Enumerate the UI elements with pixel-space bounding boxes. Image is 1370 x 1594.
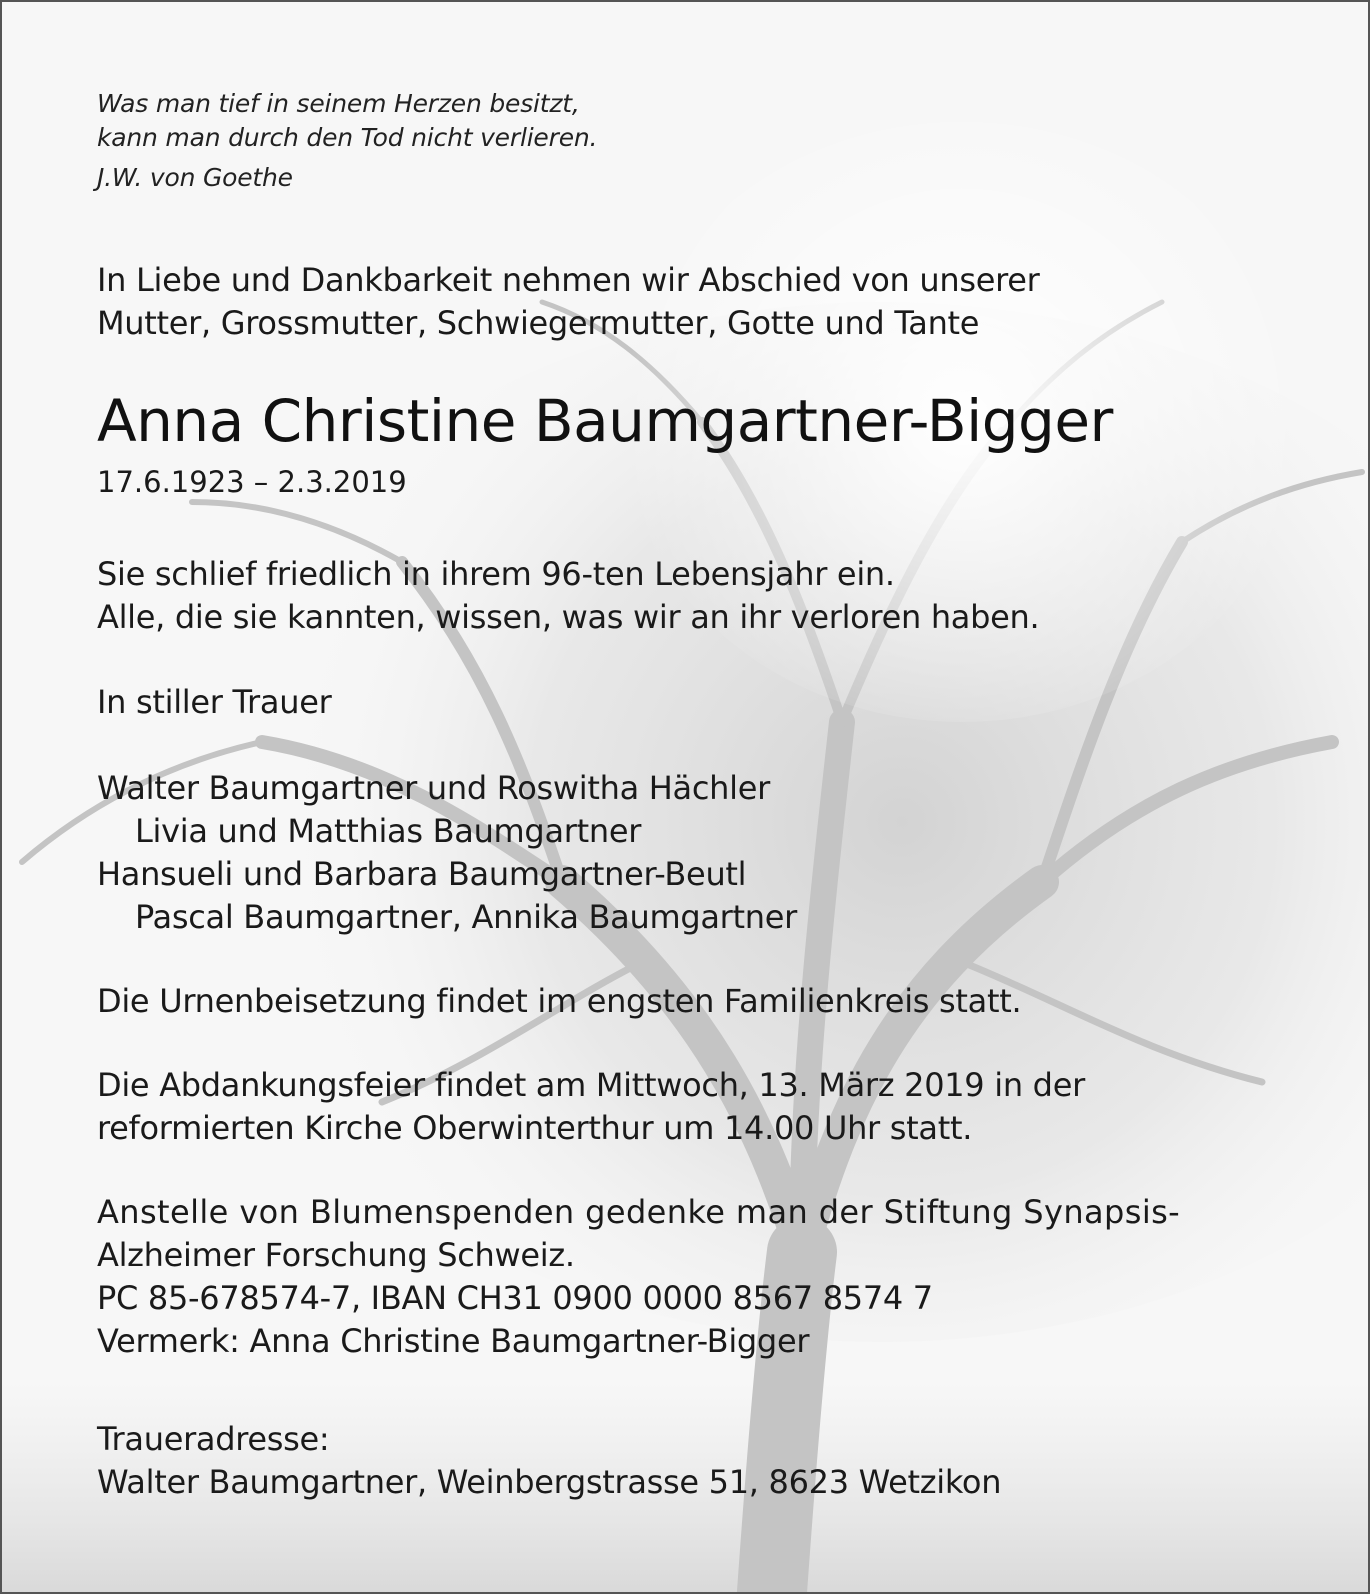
donation-line: Alzheimer Forschung Schweiz. xyxy=(97,1236,575,1274)
mourning-label: In stiller Trauer xyxy=(97,683,332,721)
donation-line: Anstelle von Blumenspenden gedenke man der Stiftung Synapsis- xyxy=(97,1193,1181,1231)
passing-line: Sie schlief friedlich in ihrem 96-ten Lebensjahr ein. xyxy=(97,555,895,593)
donation-text xyxy=(97,1191,1180,1363)
ceremony-line: reformierten Kirche Oberwinterthur um 14.00 Uhr statt. xyxy=(97,1109,973,1147)
intro-line: In Liebe und Dankbarkeit nehmen wir Abschied von unserer xyxy=(97,261,1040,299)
motto-author: J.W. von Goethe xyxy=(97,163,293,192)
mourner-line: Livia und Matthias Baumgartner xyxy=(135,812,642,850)
mourning-address xyxy=(97,1418,1001,1504)
mourner-line: Walter Baumgartner und Roswitha Hächler xyxy=(97,769,770,807)
passing-text xyxy=(97,553,1039,639)
motto-line: kann man durch den Tod nicht verlieren. xyxy=(97,123,598,152)
deceased-name: Anna Christine Baumgartner-Bigger xyxy=(97,387,1113,455)
address-value: Walter Baumgartner, Weinbergstrasse 51, 8623 Wetzikon xyxy=(97,1463,1002,1501)
mourner-line: Pascal Baumgartner, Annika Baumgartner xyxy=(135,898,797,936)
life-dates: 17.6.1923 – 2.3.2019 xyxy=(97,465,407,499)
mourners-list xyxy=(97,767,797,939)
passing-line: Alle, die sie kannten, wissen, was wir an ihr verloren haben. xyxy=(97,598,1040,636)
donation-line: PC 85-678574-7, IBAN CH31 0900 0000 8567 8574 7 xyxy=(97,1279,933,1317)
mourner-line: Hansueli und Barbara Baumgartner-Beutl xyxy=(97,855,747,893)
ceremony-text xyxy=(97,1064,1085,1150)
burial-text: Die Urnenbeisetzung findet im engsten Familienkreis statt. xyxy=(97,982,1022,1020)
motto-line: Was man tief in seinem Herzen besitzt, xyxy=(97,89,580,118)
address-label: Traueradresse: xyxy=(97,1420,330,1458)
motto-quote xyxy=(97,87,597,155)
donation-line: Vermerk: Anna Christine Baumgartner-Bigger xyxy=(97,1322,810,1360)
ceremony-line: Die Abdankungsfeier findet am Mittwoch, 13. März 2019 in der xyxy=(97,1066,1085,1104)
intro-text xyxy=(97,259,1040,345)
intro-line: Mutter, Grossmutter, Schwiegermutter, Gotte und Tante xyxy=(97,304,980,342)
